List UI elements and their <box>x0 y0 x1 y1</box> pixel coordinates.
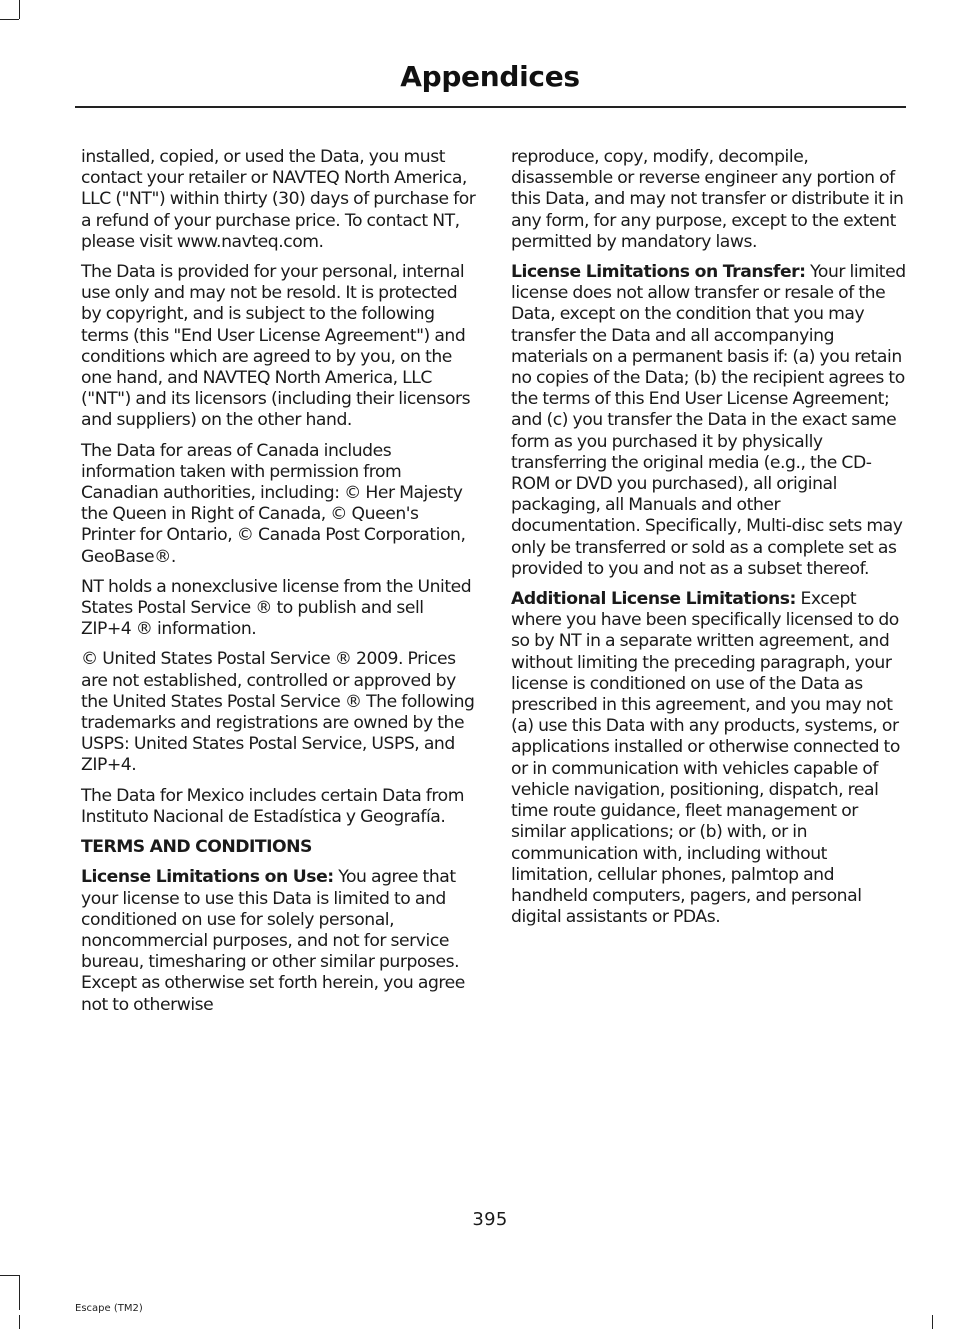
paragraph-text: You agree that your license to use this Data is limited to and conditioned on use for solely personal, noncommercial purposes, and not for service bureau, timesharing or other similar purposes. Except as otherwise set forth herein, you agree not to otherwise <box>81 867 465 1015</box>
crop-mark <box>0 1275 19 1276</box>
paragraph: installed, copied, or used the Data, you must contact your retailer or NAVTEQ North America, LLC ("NT") within thirty (30) days of purchase for a refund of your purchase price. To contact NT, please visit www.navteq.com. <box>81 147 476 252</box>
terms-heading: TERMS AND CONDITIONS <box>81 837 312 858</box>
title-divider <box>75 106 906 108</box>
crop-mark <box>0 19 19 20</box>
page-number: 395 <box>472 1209 508 1230</box>
crop-mark <box>932 1315 933 1329</box>
footer-model-label: Escape (TM2) <box>75 1303 143 1314</box>
crop-mark <box>19 1315 20 1329</box>
paragraph: The Data is provided for your personal, internal use only and may not be resold. It is protected by copyright, and is subject to the following terms (this "End User License Agreement") and conditions which are agreed to by you, on the one hand, and NAVTEQ North America, LLC ("NT") and its licensors (including their licensors and suppliers) on the other hand. <box>81 262 471 431</box>
left-column <box>81 147 476 1025</box>
paragraph: The Data for Mexico includes certain Data from Instituto Nacional de Estadística y Geografía. <box>81 785 464 827</box>
crop-mark <box>19 1275 20 1310</box>
page-title: Appendices <box>400 60 580 93</box>
right-column <box>511 147 906 937</box>
transfer-limitations-paragraph <box>511 262 906 580</box>
paragraph: reproduce, copy, modify, decompile, disassemble or reverse engineer any portion of this Data, and may not transfer or distribute it in any form, for any purpose, except to the extent permitted by mandatory laws. <box>511 147 904 252</box>
crop-mark <box>19 0 20 19</box>
paragraph: NT holds a nonexclusive license from the United States Postal Service ® to publish and sell ZIP+4 ® information. <box>81 576 472 640</box>
paragraph-text: Except where you have been specifically licensed to do so by NT in a separate written agreement, and without limiting the preceding paragraph, your license is conditioned on use of the Data as prescribed in this agreement, and you may not (a) use this Data with any products, systems, or applications installed or otherwise connected to or in communication with vehicles capable of vehicle navigation, positioning, dispatch, real time route guidance, fleet management or similar applications; or (b) with, or in communication with, including without limitation, cellular phones, palmtop and handheld computers, pagers, and personal digital assistants or PDAs. <box>511 589 900 928</box>
paragraph-lead: Additional License Limitations: <box>511 589 796 610</box>
paragraph-lead: License Limitations on Use: <box>81 867 334 888</box>
paragraph: © United States Postal Service ® 2009. Prices are not established, controlled or approved by the United States Postal Service ® The following trademarks and registrations are owned by the USPS: United States Postal Service, USPS, and ZIP+4. <box>81 649 475 776</box>
paragraph-text: Your limited license does not allow transfer or resale of the Data, except on the condition that you may transfer the Data and all accompanying materials on a permanent basis if: (a) you retain no copies of the Data; (b) the recipient agrees to the terms of this End User License Agreement; and (c) you transfer the Data in the exact same form as you purchased it by physically transferring the original media (e.g., the CD-ROM or DVD you purchased), all original packaging, all Manuals and other documentation. Specifically, Multi-disc sets may only be transferred or sold as a complete set as provided to you and not as a subset thereof. <box>511 262 906 579</box>
paragraph: The Data for areas of Canada includes information taken with permission from Canadian authorities, including: © Her Majesty the Queen in Right of Canada, © Queen's Printer for Ontario, © Canada Post Corporation, GeoBase®. <box>81 440 466 567</box>
paragraph-lead: License Limitations on Transfer: <box>511 262 806 283</box>
use-limitations-paragraph <box>81 867 476 1015</box>
additional-limitations-paragraph <box>511 589 906 928</box>
